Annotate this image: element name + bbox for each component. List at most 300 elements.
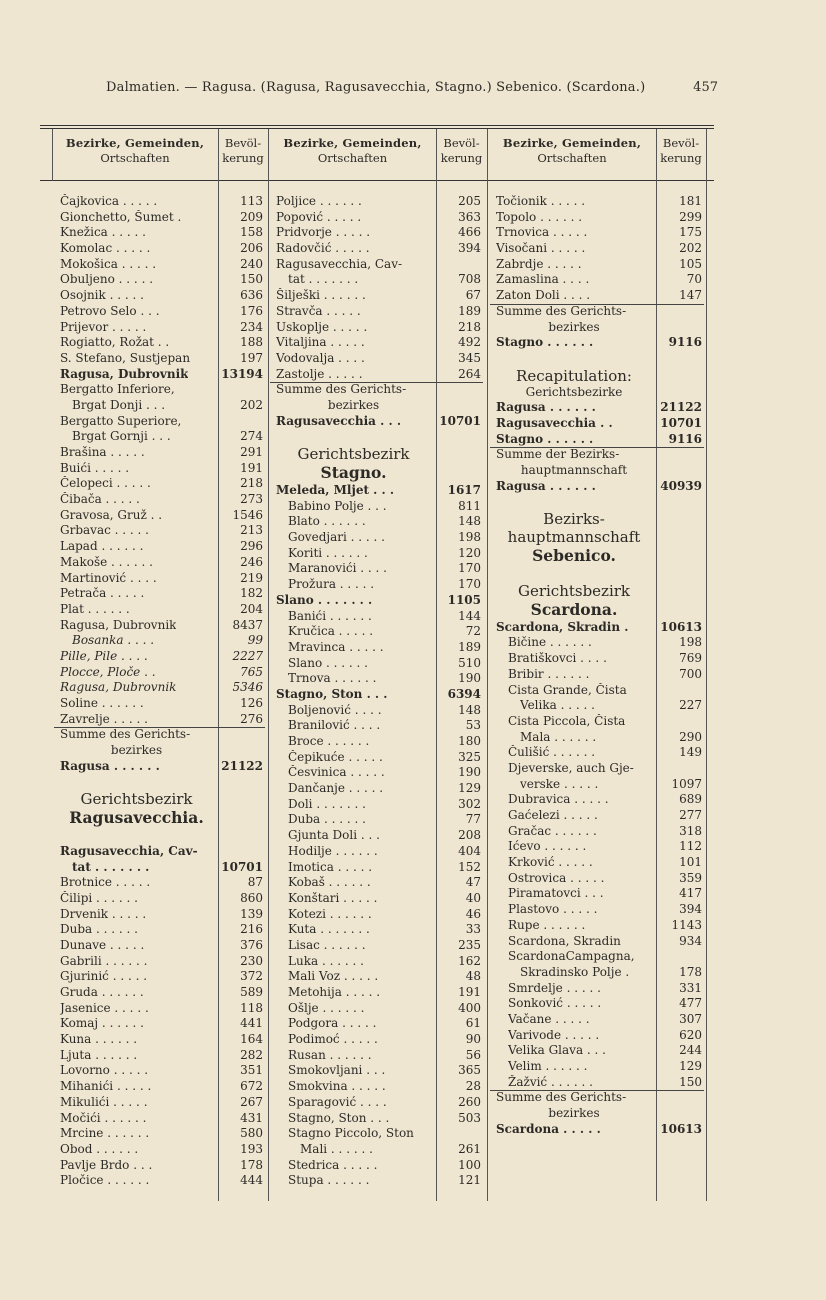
table-row	[496, 824, 702, 840]
place-name: Brotnice . . . . .	[60, 875, 151, 890]
section-heading: Gerichtsbezirk	[80, 790, 193, 809]
place-name: Cista Grande, Čista	[508, 682, 627, 697]
table-row	[496, 304, 702, 320]
place-name: Kuna . . . . . .	[60, 1032, 138, 1047]
population-value: 230	[240, 953, 263, 968]
place-name: Gravosa, Gruž . .	[60, 507, 163, 522]
population-value: 276	[240, 711, 263, 726]
table-row	[496, 996, 702, 1012]
place-name: Bergatto Inferiore,	[60, 382, 175, 397]
place-name: Ragusavecchia, Cav-	[276, 256, 403, 271]
place-name: Petrača . . . . .	[60, 586, 145, 601]
place-name: Krković . . . . .	[508, 855, 593, 870]
place-name: Čajkovica . . . . .	[60, 194, 158, 208]
header-value-col-3	[657, 136, 705, 178]
population-value: 291	[240, 445, 263, 459]
place-name: Hodilje . . . . . .	[288, 843, 378, 858]
table-row	[60, 790, 263, 808]
population-value: 67	[465, 288, 481, 303]
table-row	[276, 593, 481, 609]
population-value: 9116	[668, 431, 702, 446]
section-heading: hauptmannschaft	[507, 528, 641, 547]
table-row	[60, 665, 263, 681]
running-head	[106, 78, 718, 100]
place-name: Poljice . . . . . .	[276, 194, 362, 208]
place-name: Slano . . . . . .	[288, 655, 368, 670]
population-value: 10701	[660, 415, 702, 430]
table-row	[276, 938, 481, 954]
population-value: 121	[458, 1173, 481, 1188]
place-name: Mala . . . . . .	[520, 729, 597, 744]
table-row	[60, 618, 263, 634]
population-value: 5346	[232, 680, 263, 695]
population-value: 139	[240, 906, 263, 921]
table-column-3	[496, 194, 702, 1137]
table-row	[60, 875, 263, 891]
table-row	[60, 844, 263, 860]
section-heading: bezirkes	[548, 1106, 600, 1121]
table-row	[496, 194, 702, 210]
place-name: Česvinica . . . . .	[288, 765, 385, 780]
table-row	[496, 272, 702, 288]
table-row	[60, 922, 263, 938]
table-row	[276, 514, 481, 530]
table-row	[60, 985, 263, 1001]
header-name-col-1	[53, 136, 217, 178]
population-value: 148	[458, 702, 481, 717]
place-name: Summe des Gerichts-	[60, 727, 191, 742]
population-value: 180	[458, 734, 481, 748]
place-name: Maranovići . . . .	[288, 561, 387, 576]
population-value: 811	[458, 498, 481, 513]
table-row	[60, 633, 263, 649]
table-row	[276, 1016, 481, 1032]
population-value: 129	[679, 1059, 702, 1073]
place-name: Smokvina . . . . .	[288, 1079, 386, 1094]
population-value: 477	[679, 996, 702, 1011]
population-value: 672	[240, 1079, 263, 1094]
running-head-title: Dalmatien. — Ragusa. (Ragusa, Ragusavecchia, Stagno.) Sebenico. (Scardona.)	[106, 80, 646, 95]
section-heading: Gerichtsbezirk	[517, 581, 631, 600]
population-value: 33	[465, 922, 481, 937]
population-value: 277	[679, 808, 702, 822]
place-name: Dunave . . . . .	[60, 937, 145, 952]
population-value: 40	[465, 890, 481, 905]
table-row	[496, 510, 702, 528]
population-value: 198	[679, 635, 702, 650]
table-row	[276, 499, 481, 515]
table-row	[276, 367, 481, 383]
place-name: Plastovo . . . . .	[508, 902, 598, 917]
population-value: 1143	[671, 917, 702, 932]
population-value: 190	[458, 765, 481, 780]
table-row	[496, 651, 702, 667]
population-value: 441	[240, 1016, 263, 1031]
table-row	[276, 860, 481, 876]
table-row	[276, 891, 481, 907]
table-row	[60, 907, 263, 923]
table-row	[276, 828, 481, 844]
place-name: S. Stefano, Sustjepan	[60, 350, 191, 365]
place-name: Velika . . . . .	[520, 698, 595, 713]
table-row	[60, 759, 263, 775]
place-name: Trnovica . . . . .	[496, 225, 588, 240]
table-row	[60, 743, 263, 759]
table-row	[496, 1090, 702, 1106]
place-name: Jasenice . . . . .	[60, 1000, 149, 1015]
place-name: Čilipi . . . . . .	[60, 890, 138, 905]
table-row	[496, 1106, 702, 1122]
column-divider	[268, 129, 269, 1201]
population-value: 46	[465, 906, 481, 921]
population-value: 372	[240, 969, 263, 984]
population-value: 99	[247, 633, 263, 648]
table-row	[276, 445, 481, 463]
table-row	[60, 712, 263, 728]
population-value: 170	[458, 577, 481, 592]
table-row	[276, 561, 481, 577]
place-name: Boljenović . . . .	[288, 702, 382, 717]
population-value: 492	[458, 335, 481, 350]
place-name: Rusan . . . . . .	[288, 1047, 372, 1062]
population-value: 150	[240, 272, 263, 287]
place-name: Varivode . . . . .	[508, 1027, 600, 1042]
place-name: Stagno . . . . . .	[496, 431, 594, 446]
summary-rule	[54, 727, 265, 728]
place-name: Gabrili . . . . . .	[60, 953, 148, 968]
population-value: 28	[465, 1079, 481, 1094]
place-name: Piramatovci . . .	[508, 886, 604, 901]
place-name: Gionchetto, Šumet .	[60, 209, 182, 224]
population-value: 189	[458, 303, 481, 318]
table-row	[276, 844, 481, 860]
table-row	[60, 241, 263, 257]
table-row	[496, 351, 702, 367]
place-name: Grbavac . . . . .	[60, 523, 149, 538]
population-value: 1105	[447, 592, 481, 607]
table-row	[60, 1158, 263, 1174]
population-value: 126	[240, 696, 263, 710]
header-value-line2: kerung	[440, 151, 483, 165]
summary-rule	[270, 382, 483, 383]
table-row	[60, 414, 263, 430]
table-row	[60, 774, 263, 790]
place-name: Koriti . . . . . .	[288, 545, 368, 560]
place-name: Topolo . . . . . .	[496, 209, 583, 224]
summary-rule	[490, 304, 704, 305]
place-name: Prijevor . . . . .	[60, 319, 147, 334]
place-name: Smrdelje . . . . .	[508, 980, 601, 995]
table-row	[60, 938, 263, 954]
table-row	[60, 320, 263, 336]
population-value: 9116	[668, 335, 702, 350]
table-row	[496, 698, 702, 714]
place-name: Mrcine . . . . . .	[60, 1126, 150, 1141]
table-row	[276, 241, 481, 257]
place-name: Zavrelje . . . . .	[60, 711, 148, 726]
table-row	[496, 288, 702, 304]
population-value: 197	[240, 350, 263, 365]
table-row	[276, 225, 481, 241]
column-divider	[487, 129, 488, 1201]
place-name: Močići . . . . . .	[60, 1110, 147, 1125]
place-name: Duba . . . . . .	[288, 812, 366, 827]
table-row	[276, 335, 481, 351]
table-row	[496, 546, 702, 566]
population-value: 208	[458, 828, 481, 843]
table-row	[60, 680, 263, 696]
table-row	[496, 432, 702, 448]
table-row	[496, 210, 702, 226]
population-value: 72	[465, 624, 481, 639]
table-row	[276, 734, 481, 750]
table-row	[496, 871, 702, 887]
table-column-2	[276, 194, 481, 1189]
place-name: tat . . . . . . .	[288, 272, 359, 287]
place-name: tat . . . . . . .	[72, 859, 150, 874]
place-name: Vačane . . . . .	[508, 1011, 590, 1026]
place-name: Stagno . . . . . .	[496, 335, 594, 350]
place-name: Pločice . . . . . .	[60, 1173, 150, 1188]
table-row	[276, 194, 481, 210]
section-heading: Stagno.	[320, 463, 387, 482]
population-value: 209	[240, 209, 263, 224]
population-value: 181	[679, 194, 702, 208]
population-value: 394	[679, 902, 702, 917]
section-heading: Ragusavecchia.	[69, 808, 204, 828]
place-name: Šilješki . . . . . .	[276, 288, 366, 303]
table-row	[276, 875, 481, 891]
population-value: 689	[679, 792, 702, 807]
section-heading: Sebenico.	[532, 546, 616, 566]
table-row	[60, 1001, 263, 1017]
population-value: 6394	[447, 686, 481, 701]
population-value: 182	[240, 586, 263, 601]
header-value-col-1	[219, 136, 267, 178]
table-row	[496, 320, 702, 336]
section-heading: Bezirks-	[543, 510, 605, 529]
population-value: 2227	[232, 648, 263, 663]
population-value: 273	[240, 492, 263, 507]
place-name: Gračac . . . . . .	[508, 823, 597, 838]
table-row	[276, 1111, 481, 1127]
table-row	[496, 582, 702, 600]
population-value: 47	[465, 875, 481, 890]
population-value: 61	[465, 1016, 481, 1031]
table-row	[276, 272, 481, 288]
table-row	[60, 649, 263, 665]
population-value: 77	[465, 812, 481, 827]
table-row	[60, 335, 263, 351]
population-value: 261	[458, 1141, 481, 1156]
header-value-line2: kerung	[222, 151, 264, 165]
table-row	[496, 335, 702, 351]
table-row	[60, 1111, 263, 1127]
table-row	[276, 781, 481, 797]
table-row	[276, 429, 481, 445]
table-row	[496, 385, 702, 401]
population-value: 178	[240, 1157, 263, 1172]
table-row	[496, 620, 702, 636]
table-row	[276, 1063, 481, 1079]
table-row	[60, 304, 263, 320]
place-name: Pille, Pile . . . .	[60, 648, 148, 663]
place-name: Rupe . . . . . .	[508, 917, 586, 932]
place-name: Čibača . . . . .	[60, 492, 140, 507]
table-row	[496, 761, 702, 777]
table-row	[276, 640, 481, 656]
place-name: Scardona . . . . .	[496, 1121, 601, 1136]
population-value: 219	[240, 570, 263, 585]
place-name: Govedjari . . . . .	[288, 530, 385, 545]
population-value: 10613	[660, 1121, 702, 1136]
place-name: Gjunta Doli . . .	[288, 828, 380, 843]
population-value: 178	[679, 964, 702, 979]
population-value: 202	[679, 241, 702, 256]
table-row	[276, 765, 481, 781]
place-name: Banići . . . . . .	[288, 608, 372, 623]
place-name: Plat . . . . . .	[60, 601, 130, 616]
section-heading: bezirkes	[110, 743, 163, 758]
place-name: Popović . . . . .	[276, 209, 362, 224]
population-value: 267	[240, 1094, 263, 1109]
population-value: 503	[458, 1110, 481, 1125]
table-row	[60, 288, 263, 304]
population-value: 466	[458, 225, 481, 240]
population-value: 100	[458, 1157, 481, 1172]
table-row	[496, 600, 702, 620]
place-name: Kuta . . . . . . .	[288, 922, 370, 937]
population-value: 274	[240, 429, 263, 444]
table-row	[60, 257, 263, 273]
table-row	[60, 1016, 263, 1032]
population-value: 359	[679, 870, 702, 885]
place-name: Bribir . . . . . .	[508, 666, 590, 681]
population-value: 431	[240, 1110, 263, 1125]
table-row	[276, 1048, 481, 1064]
table-row	[60, 445, 263, 461]
population-value: 365	[458, 1063, 481, 1078]
header-value-line1: Bevöl-	[224, 136, 262, 150]
table-row	[60, 1048, 263, 1064]
place-name: Trnova . . . . . .	[288, 671, 377, 686]
population-value: 113	[240, 194, 263, 208]
table-row	[60, 586, 263, 602]
place-name: Čelopeci . . . . .	[60, 476, 151, 491]
table-row	[60, 954, 263, 970]
table-row	[276, 656, 481, 672]
table-row	[60, 508, 263, 524]
place-name: Visočani . . . . .	[496, 241, 586, 256]
place-name: Dubravica . . . . .	[508, 792, 609, 807]
table-row	[60, 461, 263, 477]
table-row	[496, 683, 702, 699]
place-name: Kručica . . . . .	[288, 624, 374, 639]
column-divider	[706, 129, 707, 1201]
place-name: Prožura . . . . .	[288, 577, 375, 592]
place-name: Pridvorje . . . . .	[276, 225, 371, 240]
place-name: Čepikuće . . . . .	[288, 749, 383, 764]
place-name: Sparagović . . . .	[288, 1094, 387, 1109]
population-value: 290	[679, 729, 702, 744]
place-name: Kobaš . . . . . .	[288, 875, 371, 890]
table-row	[276, 351, 481, 367]
table-row	[276, 969, 481, 985]
table-row	[60, 808, 263, 828]
table-row	[276, 812, 481, 828]
table-row	[276, 1001, 481, 1017]
place-name: Komaj . . . . . .	[60, 1016, 144, 1031]
population-value: 244	[679, 1043, 702, 1058]
population-value: 1617	[447, 483, 481, 497]
table-row	[60, 194, 263, 210]
place-name: Ragusavecchia . .	[496, 415, 613, 430]
header-name-line2: Ortschaften	[317, 151, 388, 165]
header-name-line2: Ortschaften	[100, 151, 170, 165]
place-name: Sonković . . . . .	[508, 996, 602, 1011]
place-name: Obuljeno . . . . .	[60, 272, 154, 287]
population-value: 8437	[232, 617, 263, 632]
population-value: 87	[247, 875, 263, 890]
place-name: Ićevo . . . . . .	[508, 839, 587, 854]
place-name: Bosanka . . . .	[72, 633, 155, 648]
table-row	[276, 1095, 481, 1111]
table-row	[276, 985, 481, 1001]
table-row	[276, 922, 481, 938]
table-row	[60, 398, 263, 414]
place-name: Velika Glava . . .	[508, 1043, 606, 1058]
header-name-line1: Bezirke, Gemeinden,	[502, 136, 642, 150]
table-row	[276, 463, 481, 483]
population-value: 769	[679, 651, 702, 666]
table-row	[276, 414, 481, 430]
header-name-line2: Ortschaften	[537, 151, 607, 165]
section-heading: bezirkes	[548, 319, 600, 334]
population-value: 170	[458, 561, 481, 576]
table-row	[276, 671, 481, 687]
place-name: Scardona, Skradin	[508, 933, 621, 948]
place-name: Mokošica . . . . .	[60, 256, 157, 271]
population-value: 105	[679, 256, 702, 271]
header-name-col-3	[489, 136, 655, 178]
population-value: 158	[240, 225, 263, 240]
population-value: 860	[240, 890, 263, 905]
table-row	[496, 1059, 702, 1075]
header-value-line1: Bevöl-	[662, 136, 700, 150]
summary-rule	[490, 447, 704, 448]
population-value: 589	[240, 985, 263, 999]
table-row	[496, 949, 702, 965]
place-name: Konštari . . . . .	[288, 890, 378, 905]
population-value: 1097	[671, 776, 702, 791]
table-row	[496, 1122, 702, 1138]
place-name: Ragusa . . . . . .	[60, 758, 160, 773]
place-name: Knežica . . . . .	[60, 225, 146, 240]
population-value: 765	[240, 664, 263, 679]
place-name: Ragusa . . . . . .	[496, 400, 596, 415]
place-name: Metohija . . . . .	[288, 985, 381, 999]
header-value-line1: Bevöl-	[443, 136, 480, 150]
table-row	[60, 523, 263, 539]
table-row	[276, 210, 481, 226]
place-name: Gruda . . . . . .	[60, 985, 144, 999]
place-name: Stupa . . . . . .	[288, 1173, 370, 1188]
place-name: Uskoplje . . . . .	[276, 319, 368, 334]
section-heading: Gerichtsbezirke	[525, 384, 623, 399]
place-name: Mali Voz . . . . .	[288, 969, 379, 984]
table-row	[60, 727, 263, 743]
population-value: 193	[240, 1141, 263, 1156]
